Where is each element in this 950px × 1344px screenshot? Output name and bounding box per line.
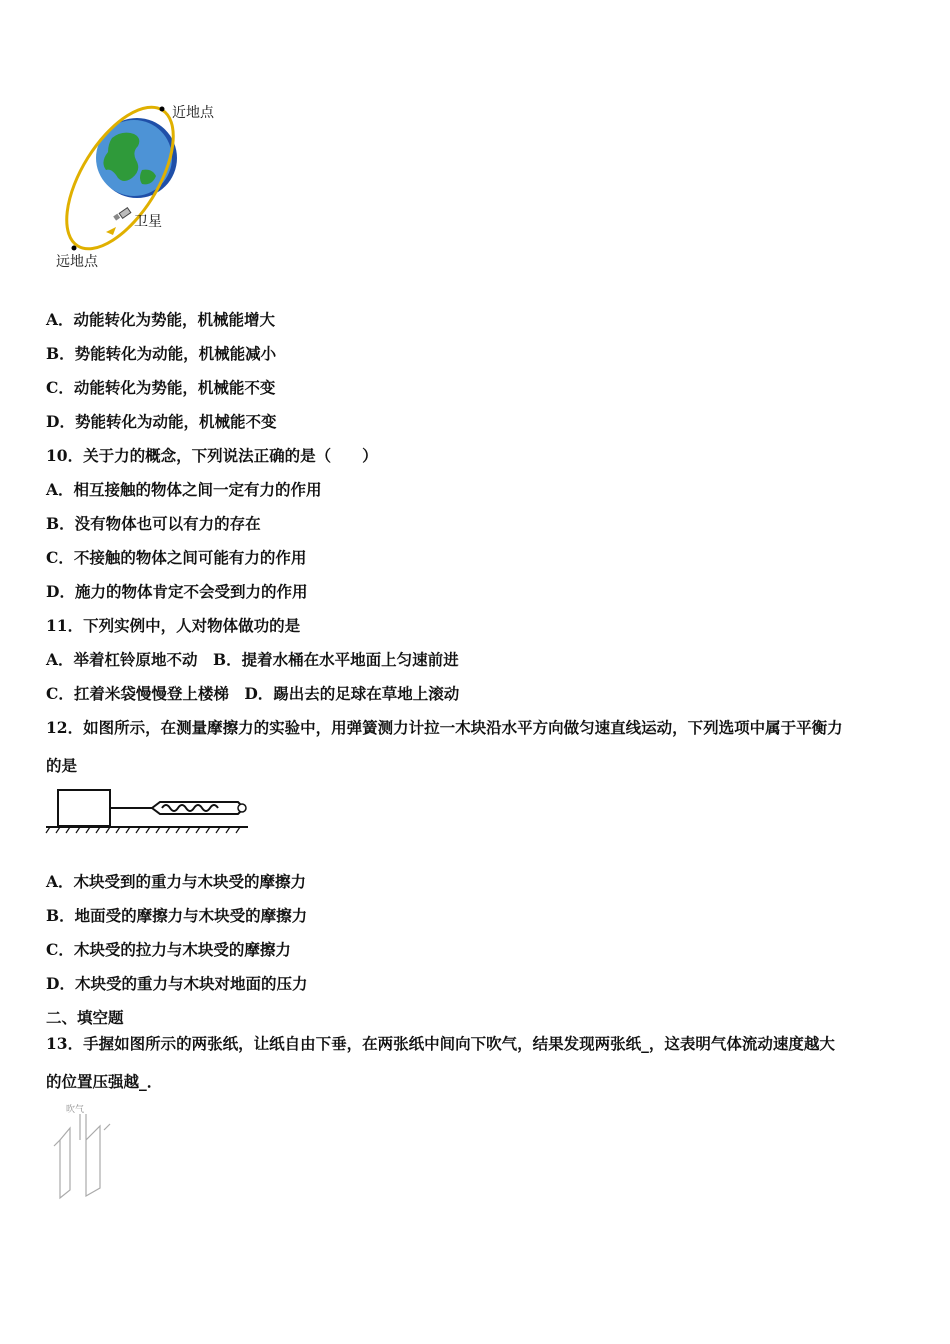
q9-option-a: A．动能转化为势能，机械能增大 bbox=[46, 310, 276, 329]
apogee-label: 远地点 bbox=[56, 254, 98, 270]
blow-label: 吹气 bbox=[66, 1105, 85, 1115]
q11-options-cd: C．扛着米袋慢慢登上楼梯 D．踢出去的足球在草地上滚动 bbox=[46, 684, 460, 703]
q10-option-c: C．不接触的物体之间可能有力的作用 bbox=[46, 548, 307, 567]
orbit-arrow-icon bbox=[106, 227, 116, 235]
q9-option-c: C．动能转化为势能，机械能不变 bbox=[46, 378, 276, 397]
q12-stem-line1: 12．如图所示，在测量摩擦力的实验中，用弹簧测力计拉一木块沿水平方向做匀速直线运动，下列选项中属于平衡力 bbox=[46, 718, 843, 737]
q9-option-b: B．势能转化为动能，机械能减小 bbox=[46, 344, 277, 363]
q10-option-d: D．施力的物体肯定不会受到力的作用 bbox=[46, 582, 308, 601]
blow-arrows bbox=[80, 1114, 86, 1140]
q11-stem: 11．下列实例中，人对物体做功的是 bbox=[46, 616, 301, 635]
paper-sheets bbox=[54, 1124, 110, 1198]
q9-option-d: D．势能转化为动能，机械能不变 bbox=[46, 412, 277, 431]
q12-option-d: D．木块受的重力与木块对地面的压力 bbox=[46, 974, 308, 993]
paper-figure bbox=[46, 1100, 118, 1200]
perigee-label: 近地点 bbox=[172, 105, 214, 121]
perigee-point bbox=[160, 107, 165, 112]
q10-option-b: B．没有物体也可以有力的存在 bbox=[46, 514, 261, 533]
q13-stem-line1: 13．手握如图所示的两张纸，让纸自由下垂，在两张纸中间向下吹气，结果发现两张纸_，这表明气体流动速度越大 bbox=[46, 1034, 835, 1053]
q12-option-b: B．地面受的摩擦力与木块受的摩擦力 bbox=[46, 906, 308, 925]
q12-option-c: C．木块受的拉力与木块受的摩擦力 bbox=[46, 940, 291, 959]
q10-option-a: A．相互接触的物体之间一定有力的作用 bbox=[46, 480, 322, 499]
satellite-icon bbox=[113, 208, 131, 221]
friction-figure bbox=[44, 786, 254, 836]
satellite-label: 卫星 bbox=[134, 214, 162, 230]
orbit-figure bbox=[52, 100, 242, 275]
q13-stem-line2: 的位置压强越_． bbox=[46, 1072, 163, 1091]
spring-scale-icon bbox=[152, 802, 246, 814]
q12-stem-line2: 的是 bbox=[46, 756, 78, 775]
apogee-point bbox=[72, 246, 77, 251]
q11-options-ab: A．举着杠铃原地不动 B．提着水桶在水平地面上匀速前进 bbox=[46, 650, 459, 669]
q10-stem: 10．关于力的概念，下列说法正确的是（ ） bbox=[46, 446, 378, 465]
q12-option-a: A．木块受到的重力与木块受的摩擦力 bbox=[46, 872, 307, 891]
section-title: 二、填空题 bbox=[46, 1008, 124, 1027]
wooden-block bbox=[58, 790, 110, 826]
